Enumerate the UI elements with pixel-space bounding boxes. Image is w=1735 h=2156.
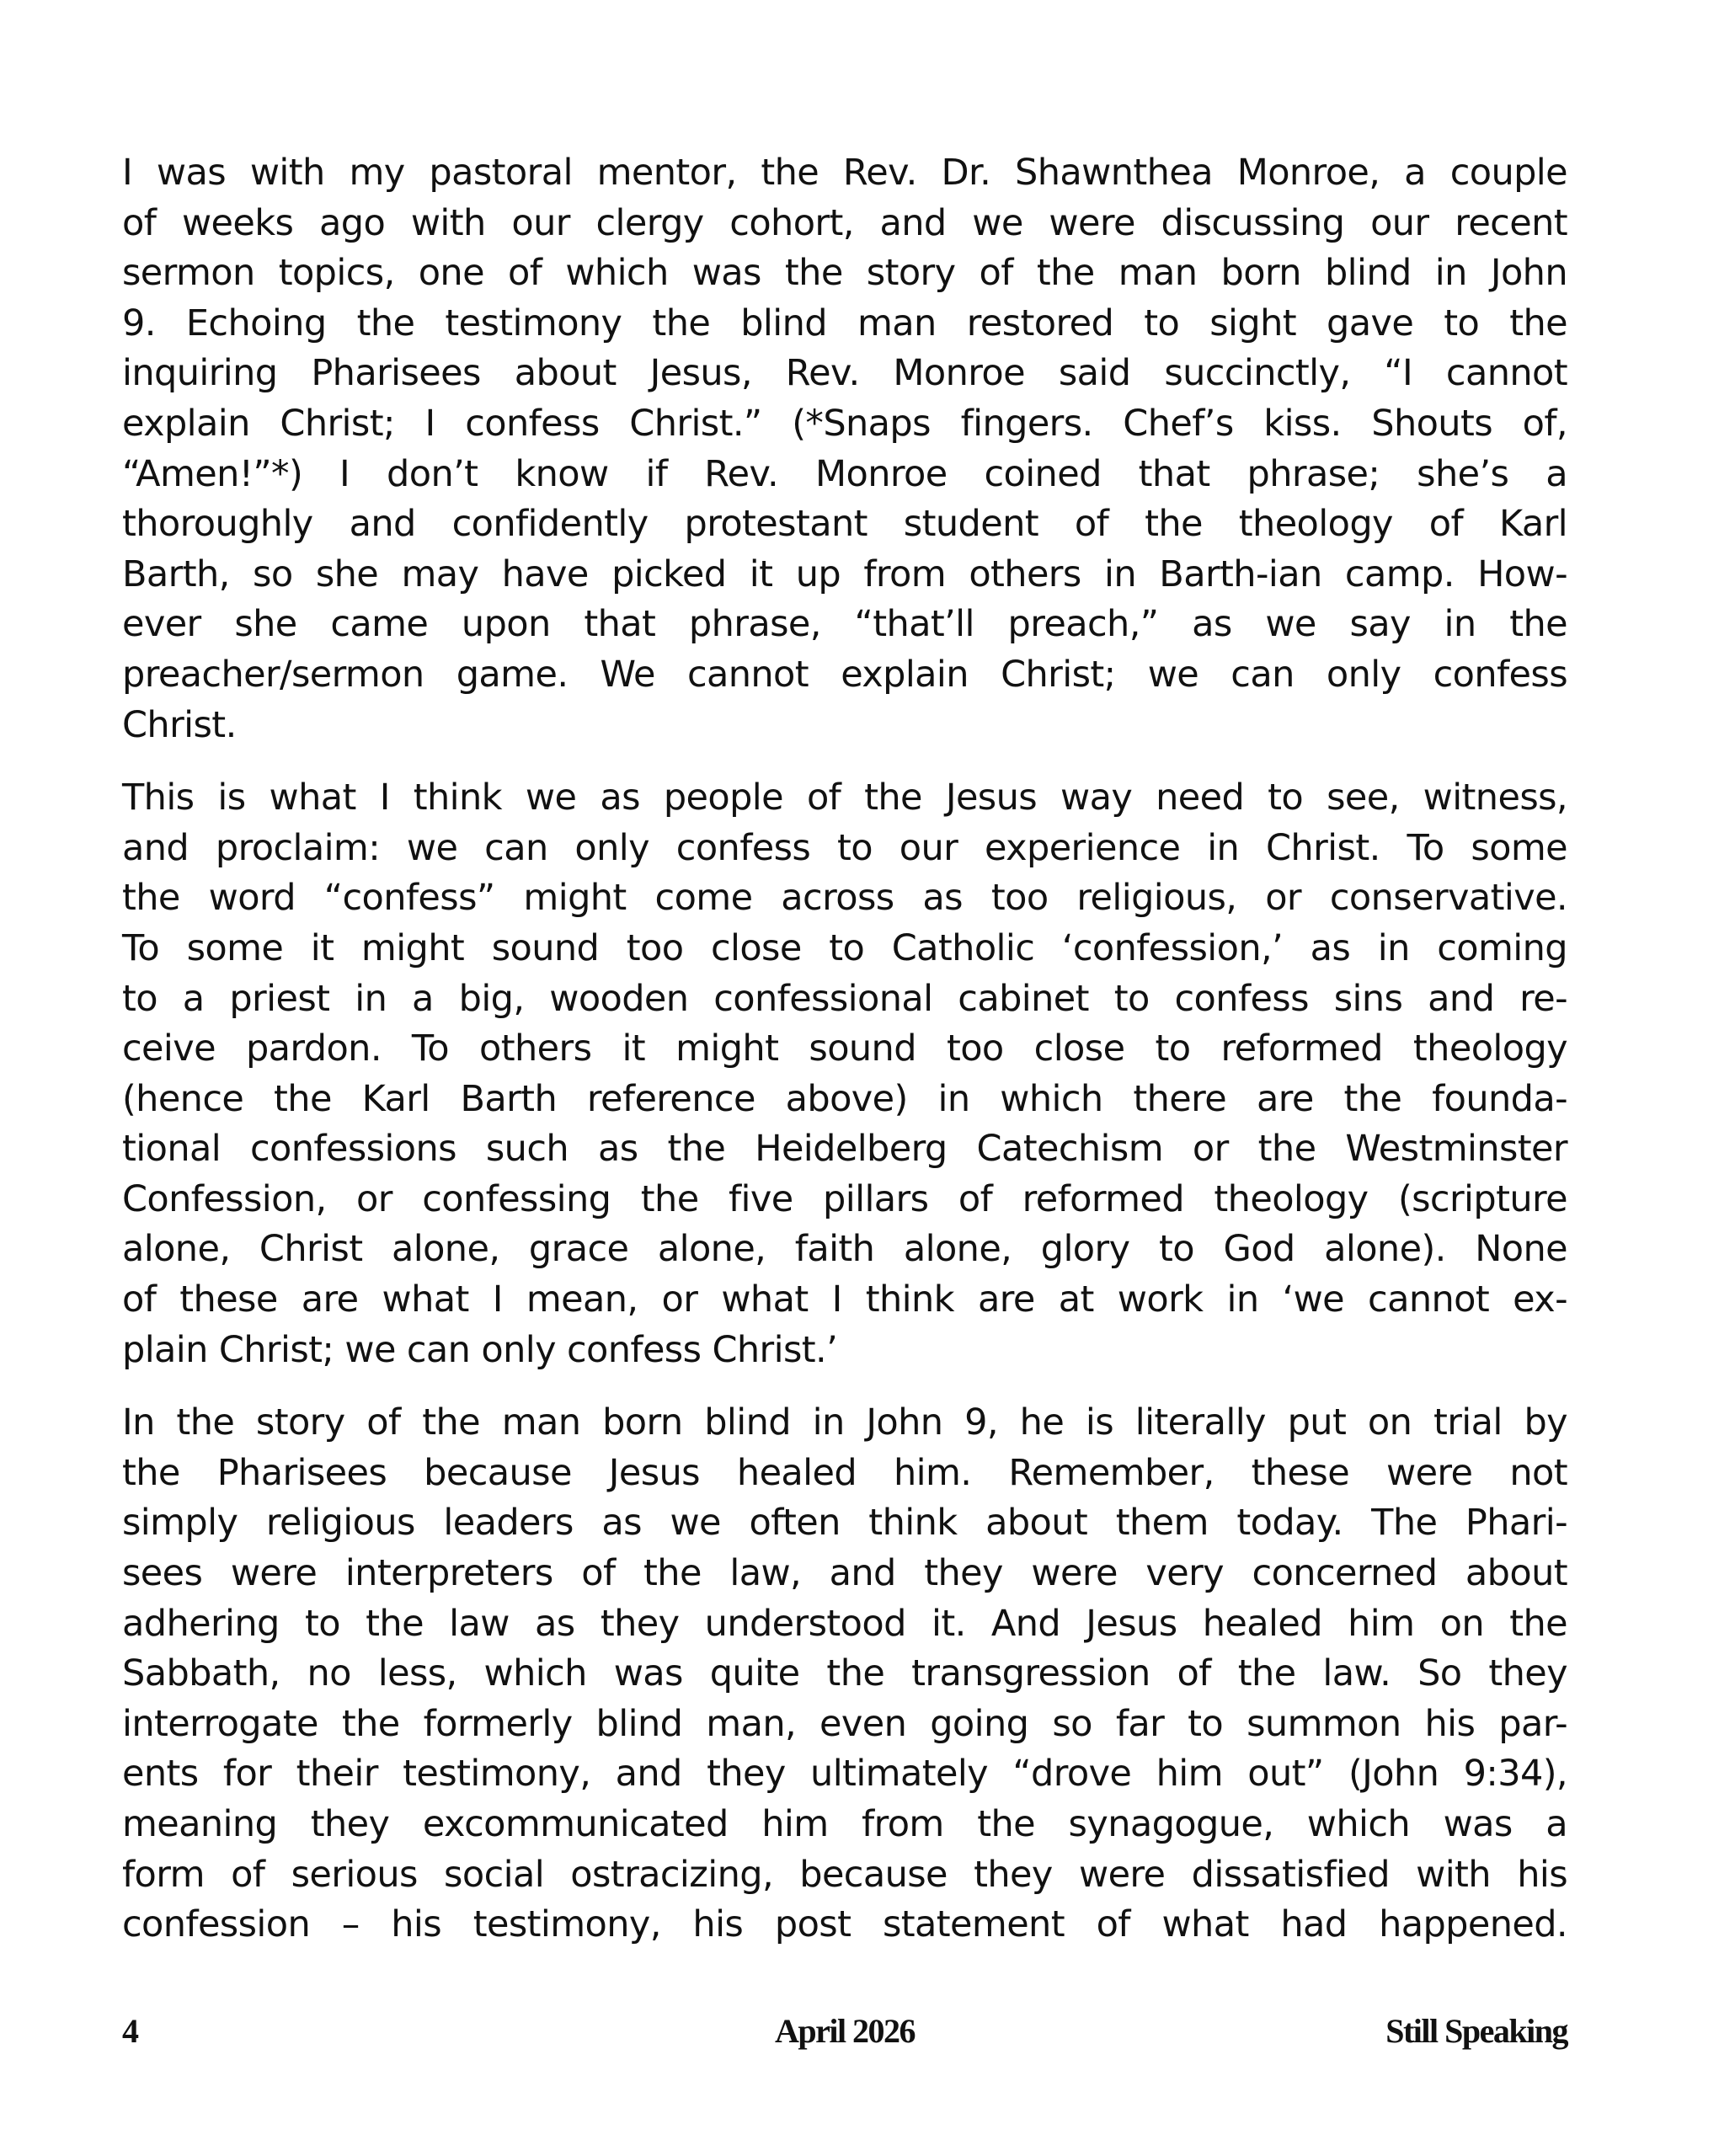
text-line: (hence the Karl Barth reference above) in which there are the founda- [122,1077,1567,1120]
text-line: ceive pardon. To others it might sound too close to reformed theology [122,1027,1567,1070]
footer-publication-title: Still Speaking [1385,2012,1567,2050]
text-line: Christ. [122,703,237,746]
text-line: preacher/sermon game. We cannot explain Christ; we can only confess [122,653,1567,696]
text-line: of weeks ago with our clergy cohort, and we were discussing our recent [122,201,1567,244]
text-line: Sabbath, no less, which was quite the transgression of the law. So they [122,1652,1567,1695]
text-line: alone, Christ alone, grace alone, faith alone, glory to God alone). None [122,1228,1567,1271]
text-line: ents for their testimony, and they ultimately “drove him out” (John 9:34), [122,1753,1567,1796]
text-line: sees were interpreters of the law, and they were very concerned about [122,1552,1567,1595]
text-line: simply religious leaders as we often think about them today. The Phari- [122,1502,1567,1545]
text-line: explain Christ; I confess Christ.” (*Snaps fingers. Chef’s kiss. Shouts of, [122,402,1567,445]
footer-date: April 2026 [774,2012,916,2050]
text-line: Barth, so she may have picked it up from others in Barth-ian camp. How- [122,552,1567,595]
text-line: and proclaim: we can only confess to our experience in Christ. To some [122,826,1567,869]
text-line: ever she came upon that phrase, “that’ll preach,” as we say in the [122,603,1567,646]
text-line: the word “confess” might come across as too religious, or conservative. [122,877,1567,920]
paragraph [122,1398,1567,1951]
text-line: to a priest in a big, wooden confessional cabinet to confess sins and re- [122,977,1567,1020]
text-line: interrogate the formerly blind man, even going so far to summon his par- [122,1702,1567,1745]
text-line: 9. Echoing the testimony the blind man restored to sight gave to the [122,302,1567,344]
text-line: To some it might sound too close to Catholic ‘confession,’ as in coming [122,926,1567,969]
text-line: thoroughly and confidently protestant student of the theology of Karl [122,503,1567,546]
page-footer [122,2011,1567,2053]
article-body [122,148,1567,1973]
text-line: form of serious social ostracizing, because they were dissatisfied with his [122,1853,1567,1896]
text-line: I was with my pastoral mentor, the Rev. Dr. Shawnthea Monroe, a couple [122,152,1567,194]
text-line: sermon topics, one of which was the story of the man born blind in John [122,252,1567,295]
text-line: inquiring Pharisees about Jesus, Rev. Monroe said succinctly, “I cannot [122,352,1567,395]
text-line: This is what I think we as people of the Jesus way need to see, witness, [122,776,1567,819]
text-line: confession – his testimony, his post statement of what had happened. [122,1903,1567,1946]
text-line: tional confessions such as the Heidelberg Catechism or the Westminster [122,1128,1567,1171]
text-line: plain Christ; we can only confess Christ.’ [122,1328,838,1371]
paragraph [122,773,1567,1375]
text-line: meaning they excommunicated him from the synagogue, which was a [122,1803,1567,1845]
paragraph [122,148,1567,750]
text-line: “Amen!”*) I don’t know if Rev. Monroe coined that phrase; she’s a [122,452,1567,495]
text-line: Confession, or confessing the five pillars of reformed theology (scripture [122,1177,1567,1220]
text-line: the Pharisees because Jesus healed him. Remember, these were not [122,1451,1567,1494]
text-line: of these are what I mean, or what I think are at work in ‘we cannot ex- [122,1278,1567,1321]
text-line: adhering to the law as they understood it. And Jesus healed him on the [122,1602,1567,1645]
text-line: In the story of the man born blind in John 9, he is literally put on trial by [122,1401,1567,1444]
footer-page-number: 4 [122,2012,138,2050]
